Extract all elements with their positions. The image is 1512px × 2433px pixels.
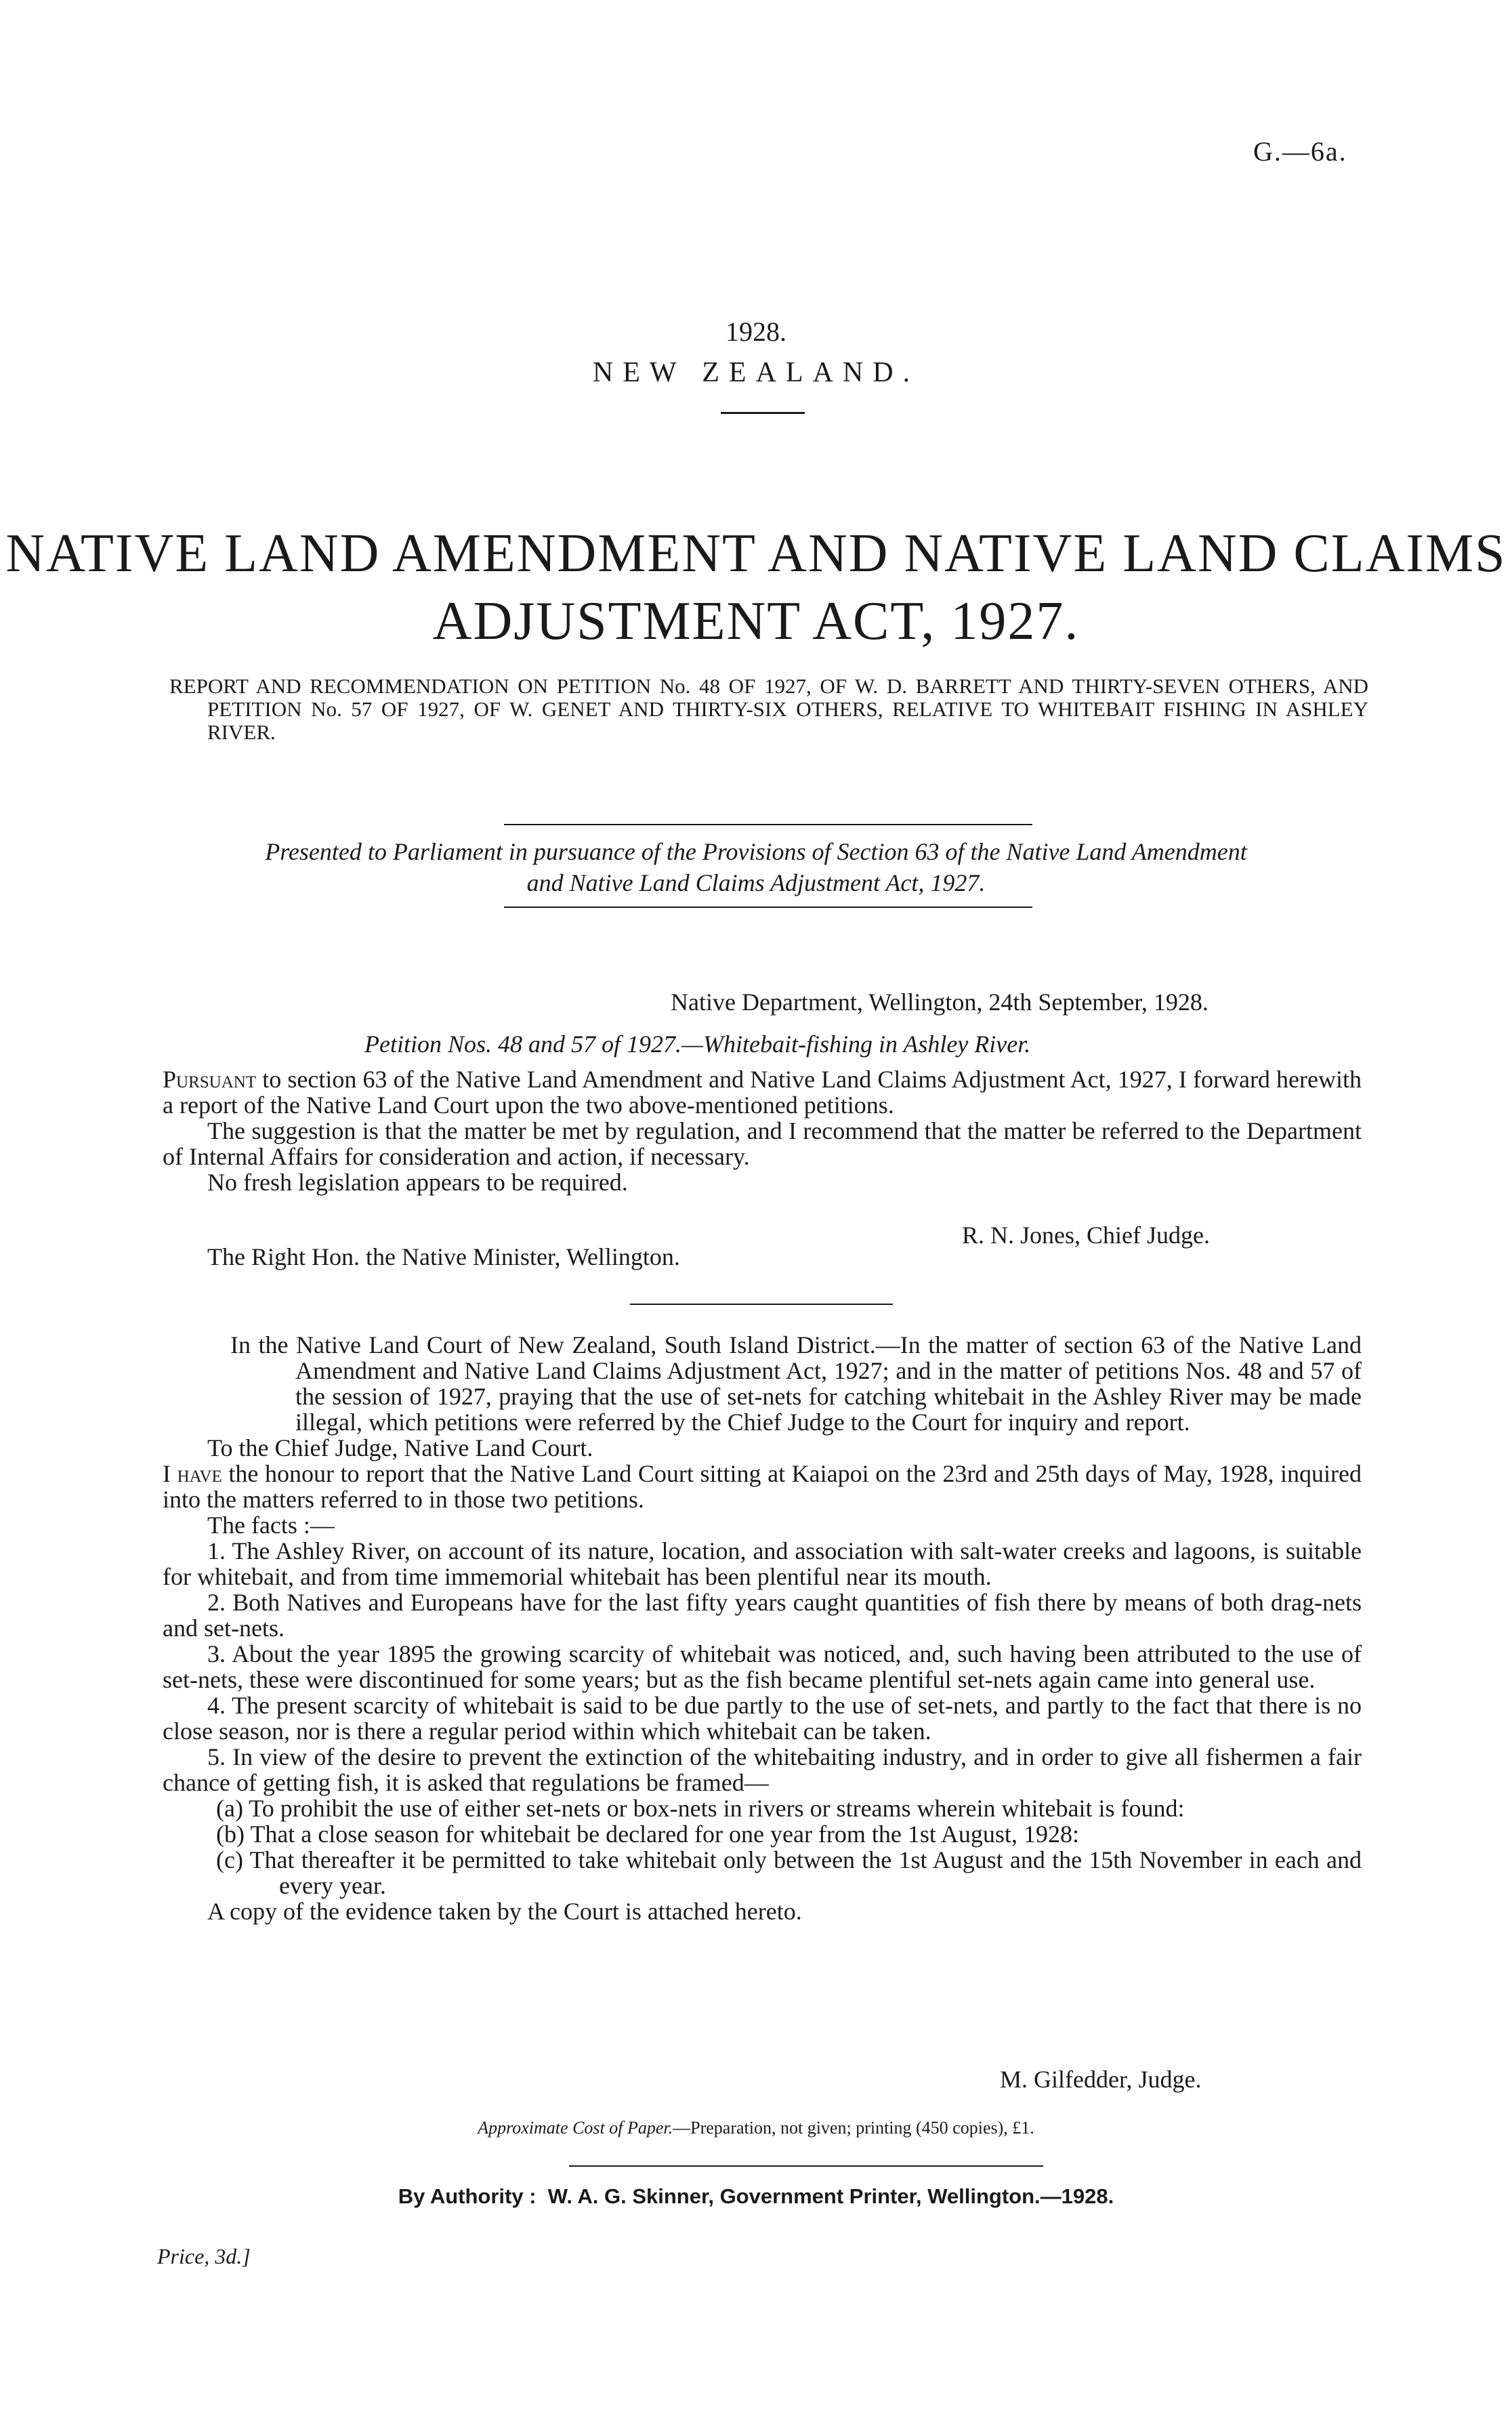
court-signature: M. Gilfedder, Judge. bbox=[1000, 2066, 1202, 2093]
court-report bbox=[163, 1332, 1362, 1924]
presented-line1: Presented to Parliament in pursuance of the Provisions of Section 63 of the Native Land Amendment bbox=[265, 838, 1247, 865]
court-intro: the honour to report that the Native Land Court sitting at Kaiapoi on the 23rd and 25th days of May, 1928, inquired into the matters referred to in those two petitions. bbox=[163, 1460, 1362, 1513]
letter-paragraph-2: The suggestion is that the matter be met by regulation, and I recommend that the matter be referred to the Department of Internal Affairs for consideration and action, if necessary. bbox=[163, 1117, 1362, 1170]
letter-paragraph-1: to section 63 of the Native Land Amendment and Native Land Claims Adjustment Act, 1927, I forward herewith a report of the Native Land Court upon the two above-mentioned petitions. bbox=[163, 1066, 1362, 1119]
presented-line2: and Native Land Claims Adjustment Act, 1927. bbox=[526, 869, 986, 896]
cost-label: Approximate Cost of Paper. bbox=[478, 2118, 673, 2138]
letter-subject: Petition Nos. 48 and 57 of 1927.—Whitebait-fishing in Ashley River. bbox=[364, 1031, 1031, 1058]
court-closing: A copy of the evidence taken by the Court is attached hereto. bbox=[207, 1898, 802, 1925]
printer-name: W. A. G. Skinner, Government Printer, Wellington.—1928. bbox=[547, 2184, 1114, 2208]
presented-rule-top bbox=[504, 824, 1032, 825]
title-divider bbox=[721, 412, 805, 414]
fact-item: 4. The present scarcity of whitebait is said to be due partly to the use of set-nets, and partly to the fact that there is no close season, nor is there a regular period within which whitebait can be taken. bbox=[163, 1692, 1362, 1745]
fact-item: 1. The Ashley River, on account of its nature, location, and association with salt-water creeks and lagoons, is suitable for whitebait, and from time immemorial whitebait has been plentiful near its mouth. bbox=[163, 1537, 1362, 1590]
cost-text: —Preparation, not given; printing (450 copies), £1. bbox=[673, 2118, 1034, 2138]
letter-paragraph-3: No fresh legislation appears to be required. bbox=[207, 1169, 628, 1196]
price-label: Price, 3d.] bbox=[157, 2244, 251, 2268]
country-heading: NEW ZEALAND. bbox=[592, 357, 920, 388]
court-lead-word: I have bbox=[163, 1460, 222, 1487]
cost-note bbox=[0, 2118, 1512, 2138]
regulation-item: (a) To prohibit the use of either set-nets or box-nets in rivers or streams wherein whitebait is found: bbox=[216, 1795, 1185, 1822]
fact-item: 2. Both Natives and Europeans have for the last fifty years caught quantities of fish there by means of both drag-nets and set-nets. bbox=[163, 1589, 1362, 1642]
footer-rule bbox=[569, 2165, 1043, 2167]
printer-line bbox=[0, 2184, 1512, 2209]
letter-signature: R. N. Jones, Chief Judge. bbox=[962, 1222, 1210, 1249]
regulation-item: (b) That a close season for whitebait be declared for one year from the 1st August, 1928: bbox=[216, 1821, 1079, 1848]
authority-label: By Authority : bbox=[398, 2184, 537, 2208]
document-title-line2: ADJUSTMENT ACT, 1927. bbox=[432, 591, 1080, 651]
document-title-line1: NATIVE LAND AMENDMENT AND NATIVE LAND CLAIMS bbox=[5, 524, 1507, 583]
court-heading: In the Native Land Court of New Zealand, South Island District.—In the matter of section 63 of the Native Land Amendment and Native Land Claims Adjustment Act, 1927; and in the matter of petitions Nos. 48 and 57 of the session of 1927, praying that the use of set-nets for catching whitebait in the Ashley River may be made illegal, which petitions were referred by the Chief Judge to the Court for inquiry and report. bbox=[230, 1331, 1362, 1436]
letter-body bbox=[163, 1066, 1362, 1195]
regulation-item: (c) That thereafter it be permitted to take whitebait only between the 1st August and the 15th November in each and every year. bbox=[216, 1846, 1362, 1899]
facts-label: The facts :— bbox=[207, 1512, 335, 1539]
fact-item: 3. About the year 1895 the growing scarcity of whitebait was noticed, and, such having been attributed to the use of set-nets, these were discontinued for some years; but as the fish became plentiful set-nets again came into general use. bbox=[163, 1640, 1362, 1693]
court-addressee: To the Chief Judge, Native Land Court. bbox=[207, 1434, 593, 1461]
fact-item: 5. In view of the desire to prevent the extinction of the whitebaiting industry, and in order to give all fishermen a fair chance of getting fish, it is asked that regulations be framed— bbox=[163, 1743, 1362, 1796]
report-subtitle: REPORT AND RECOMMENDATION ON PETITION No. 48 OF 1927, OF W. D. BARRETT AND THIRTY-SEVEN OTHERS, AND PETITION No. 57 OF 1927, OF W. GENET AND THIRTY-SIX OTHERS, RELATIVE TO WHITEBAIT FISHING IN ASHLEY RIVER. bbox=[169, 674, 1368, 744]
section-divider bbox=[630, 1304, 893, 1305]
page-reference: G.—6a. bbox=[1253, 136, 1347, 167]
letter-lead-word: Pursuant bbox=[163, 1066, 257, 1093]
letter-addressee: The Right Hon. the Native Minister, Wellington. bbox=[207, 1243, 680, 1270]
document-year: 1928. bbox=[726, 316, 786, 347]
presented-rule-bottom bbox=[504, 907, 1032, 908]
letter-dateline: Native Department, Wellington, 24th September, 1928. bbox=[671, 989, 1209, 1016]
